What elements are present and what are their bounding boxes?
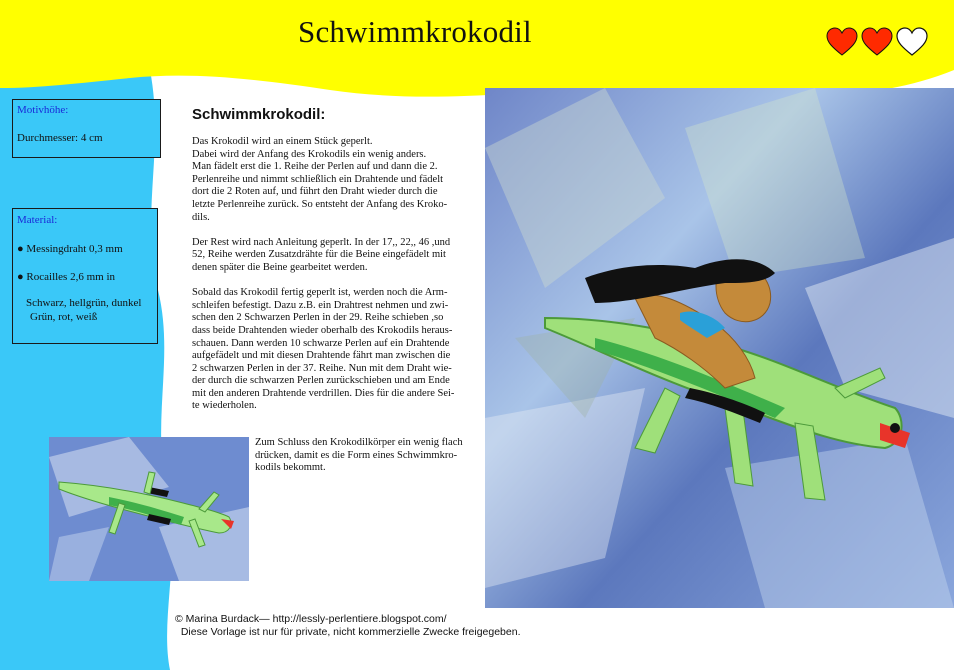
- material-label: Material:: [17, 214, 58, 226]
- motif-size-box: [12, 99, 161, 158]
- difficulty-rating: [826, 27, 928, 57]
- motif-size-label: Motivhöhe:: [17, 104, 69, 116]
- material-item: ● Rocailles 2,6 mm in: [17, 271, 116, 283]
- instructions-paragraph: Der Rest wird nach Anleitung geperlt. In der 17,, 22,, 46 ,und 52, Reihe werden Zusatzdrähte für die Beine eingefädelt mit denen später die Beine gearbeitet werden.: [192, 236, 451, 273]
- copyright-line: © Marina Burdack— http://lessly-perlentiere.blogspot.com/: [175, 613, 447, 625]
- photo-beaded-crocodile: [49, 437, 249, 581]
- final-instructions: Zum Schluss den Krokodilkörper ein wenig flach drücken, damit es die Form eines Schwimmkro- kodils bekommt.: [255, 437, 463, 474]
- instructions-paragraph: Das Krokodil wird an einem Stück geperlt. Dabei wird der Anfang des Krokodils ein wenig anders. Man fädelt erst die 1. Reihe der Perlen auf und dann die 2. Perlenreihe und nimmt schließlich ein Drahtende und fädelt dort die 2 Roten auf, und führt den Draht wieder durch die letzte Perlenreihe zurück. So entsteht der Anfang des Kroko- dils.: [192, 136, 448, 223]
- material-item: ● Messingdraht 0,3 mm: [17, 243, 123, 255]
- instructions-paragraph: Sobald das Krokodil fertig geperlt ist, werden noch die Arm- schleifen befestigt. Dazu z.B. ein Drahtrest nehmen und zwi- schen den 2 Schwarzen Perlen in der 29. Reihe schieben ,so dass beide Drahtenden wieder oberhalb des Krokodils heraus- schauen. Dann werden 10 schwarze Perlen auf ein Drahtende aufgefädelt und mit diesen Drahtende fährt man zwischen die 2 schwarzen Perlen in der 37. Reihe. Nun mit dem Draht wie- der durch die schwarzen Perlen zurückschieben und am Ende mit den anderen Drahtende verdrillen. Dies für die andere Sei- te wiederholen.: [192, 287, 455, 412]
- heart-outline-icon: [896, 27, 928, 57]
- heart-icon: [826, 27, 858, 57]
- motif-size-value: Durchmesser: 4 cm: [17, 132, 103, 144]
- instructions-text: [192, 136, 482, 426]
- photo-beaded-crocodile-with-figure: [485, 88, 954, 608]
- footer: [175, 613, 521, 639]
- heart-icon: [861, 27, 893, 57]
- material-colors: Grün, rot, weiß: [30, 311, 98, 323]
- material-colors: Schwarz, hellgrün, dunkel: [26, 297, 142, 309]
- material-box: [12, 208, 158, 344]
- page-title: Schwimmkrokodil: [298, 14, 532, 49]
- instructions-heading: Schwimmkrokodil:: [192, 106, 326, 123]
- license-line: Diese Vorlage ist nur für private, nicht kommerzielle Zwecke freigegeben.: [175, 626, 521, 638]
